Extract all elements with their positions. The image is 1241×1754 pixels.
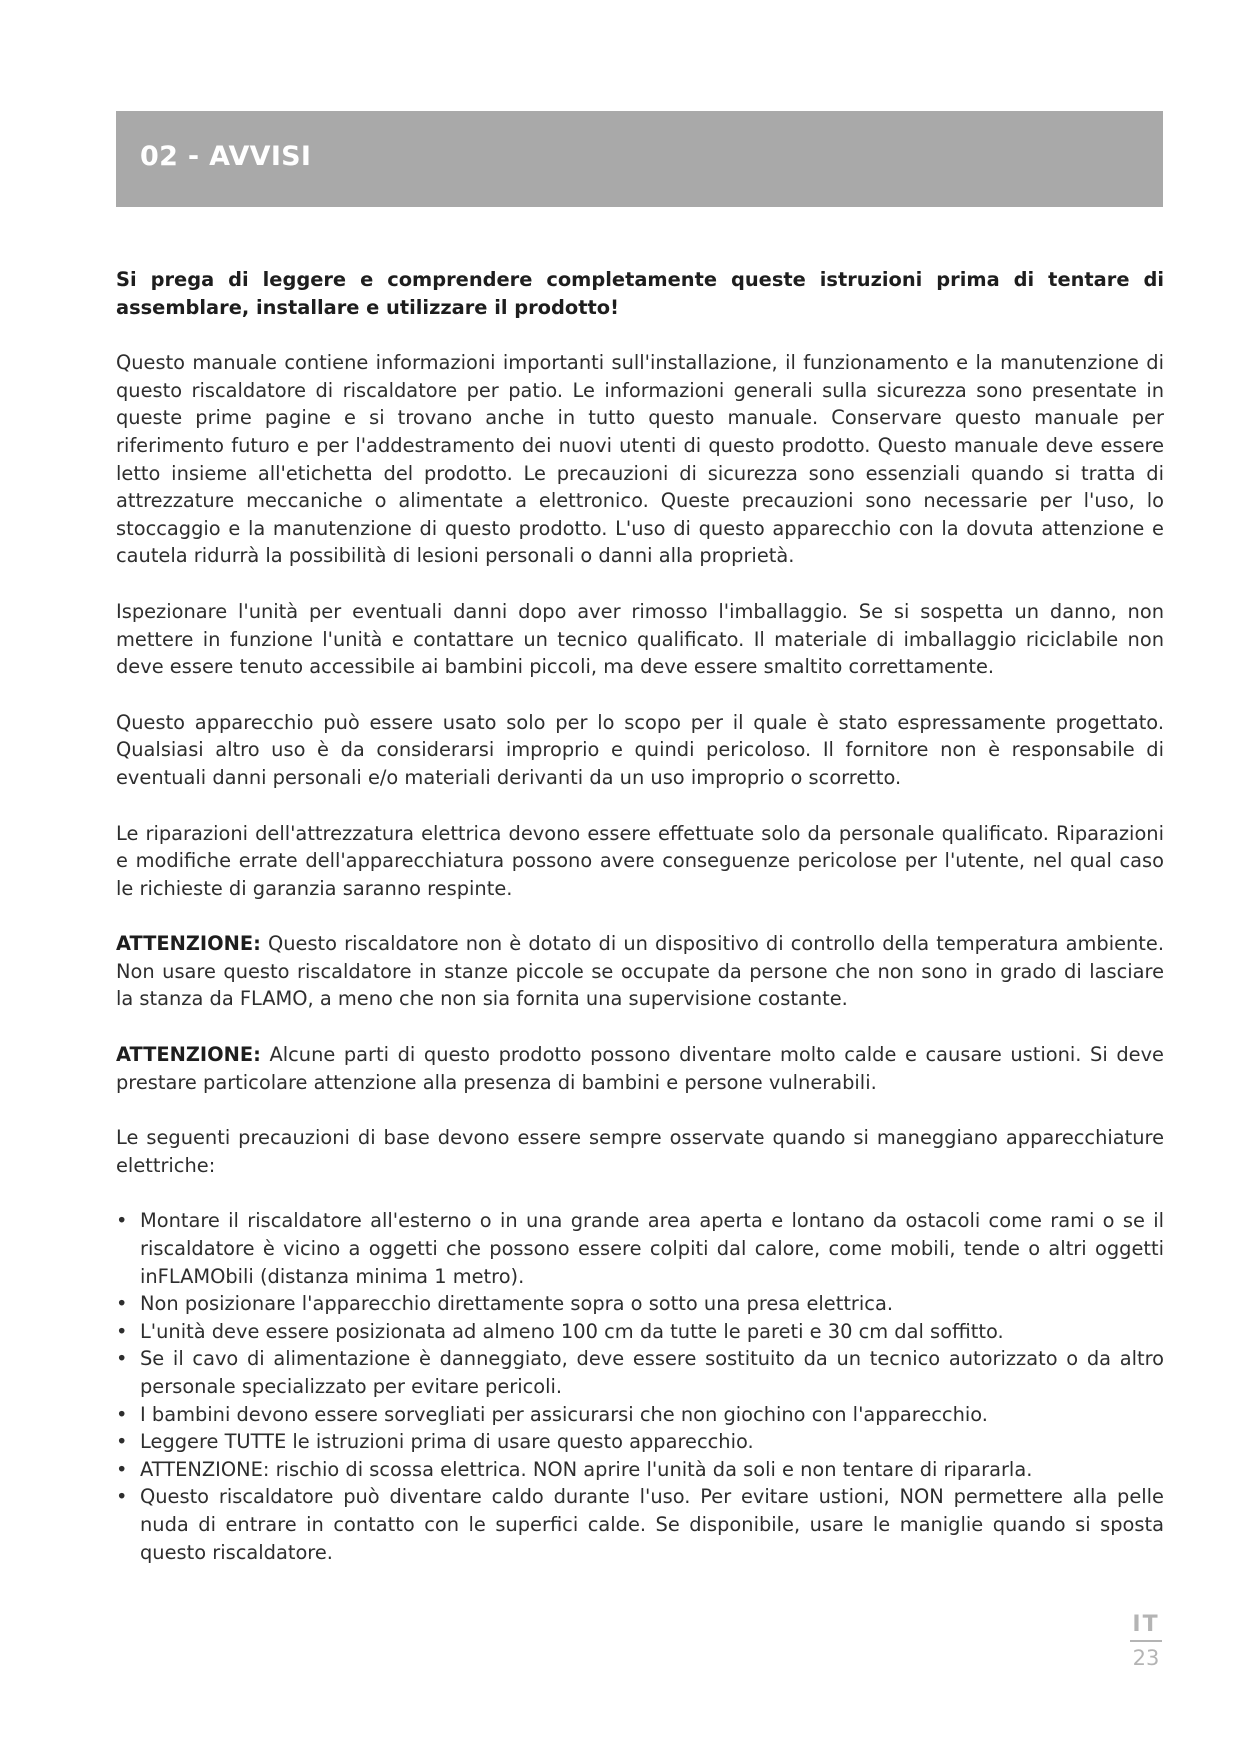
body-paragraph: Questo manuale contiene informazioni importanti sull'installazione, il funzionamento e la manutenzione di questo riscaldatore di riscaldatore per patio. Le informazioni generali sulla sicurezza sono presentate in queste prime pagine e si trovano anche in tutto questo manuale. Conservare questo manuale per riferimento futuro e per l'addestramento dei nuovi utenti di questo prodotto. Questo manuale deve essere letto insieme all'etichetta del prodotto. Le precauzioni di sicurezza sono essenziali quando si tratta di attrezzature meccaniche o alimentate a elettronico. Queste precauzioni sono necessarie per l'uso, lo stoccaggio e la manutenzione di questo prodotto. L'uso di questo apparecchio con la dovuta attenzione e cautela ridurrà la possibilità di lesioni personali o danni alla proprietà. [116, 351, 1164, 568]
list-item [116, 1401, 1164, 1429]
section-title: 02 - AVVISI [140, 141, 312, 172]
warning-paragraph [116, 930, 1164, 1013]
warning-label: ATTENZIONE: [116, 932, 261, 956]
list-item-text: Se il cavo di alimentazione è danneggiato, deve essere sostituito da un tecnico autorizzato o da altro personale specializzato per evitare pericoli. [140, 1347, 1164, 1398]
page-number: 23 [1132, 1646, 1160, 1670]
list-item [116, 1290, 1164, 1318]
bullet-icon: • [116, 1209, 128, 1233]
list-item [116, 1428, 1164, 1456]
list-item-text: I bambini devono essere sorvegliati per assicurarsi che non giochino con l'apparecchio. [140, 1402, 988, 1426]
warning-text: Alcune parti di questo prodotto possono diventare molto calde e causare ustioni. Si deve prestare particolare attenzione alla presenza di bambini e persone vulnerabili. [116, 1043, 1164, 1094]
list-item-text: Non posizionare l'apparecchio direttamente sopra o sotto una presa elettrica. [140, 1292, 893, 1316]
body-paragraph: Ispezionare l'unità per eventuali danni dopo aver rimosso l'imballaggio. Se si sospetta un danno, non mettere in funzione l'unità e contattare un tecnico qualificato. Il materiale di imballaggio riciclabile non deve essere tenuto accessibile ai bambini piccoli, ma deve essere smaltito correttamente. [116, 599, 1164, 679]
list-item [116, 1345, 1164, 1400]
body-paragraph: Le riparazioni dell'attrezzatura elettrica devono essere effettuate solo da personale qualificato. Riparazioni e modifiche errate dell'apparecchiatura possono avere conseguenze pericolose per l'utente, nel qual caso le richieste di garanzia saranno respinte. [116, 821, 1164, 900]
list-item-text: Montare il riscaldatore all'esterno o in una grande area aperta e lontano da ostacoli come rami o se il riscaldatore è vicino a oggetti che possono essere colpiti dal calore, come mobili, tende o altri oggetti inFLAMObili (distanza minima 1 metro). [140, 1209, 1164, 1288]
list-item [116, 1456, 1164, 1484]
intro-paragraph: Si prega di leggere e comprendere completamente queste istruzioni prima di tentare di assemblare, installare e utilizzare il prodotto! [116, 268, 1164, 319]
bullet-icon: • [116, 1292, 128, 1316]
warning-paragraph [116, 1041, 1164, 1096]
document-body [116, 266, 1164, 1566]
list-item-text: Questo riscaldatore può diventare caldo durante l'uso. Per evitare ustioni, NON permettere alla pelle nuda di entrare in contatto con le superfici calde. Se disponibile, usare le maniglie quando si sposta questo riscaldatore. [140, 1485, 1164, 1564]
warning-label: ATTENZIONE: [116, 1043, 261, 1067]
language-code: IT [1132, 1612, 1160, 1637]
list-item-text: Leggere TUTTE le istruzioni prima di usare questo apparecchio. [140, 1430, 754, 1454]
list-item-text: ATTENZIONE: rischio di scossa elettrica. NON aprire l'unità da soli e non tentare di ripararla. [140, 1457, 1033, 1481]
bullet-icon: • [116, 1347, 128, 1371]
list-item [116, 1483, 1164, 1566]
bullet-icon: • [116, 1485, 128, 1509]
bullet-icon: • [116, 1430, 128, 1454]
bullet-icon: • [116, 1402, 128, 1426]
section-header [116, 111, 1163, 207]
list-item-text: L'unità deve essere posizionata ad almeno 100 cm da tutte le pareti e 30 cm dal soffitto. [140, 1319, 1004, 1343]
precautions-list [116, 1207, 1164, 1566]
precautions-intro: Le seguenti precauzioni di base devono essere sempre osservate quando si maneggiano apparecchiature elettriche: [116, 1126, 1164, 1177]
bullet-icon: • [116, 1319, 128, 1343]
list-item [116, 1207, 1164, 1290]
body-paragraph: Questo apparecchio può essere usato solo per lo scopo per il quale è stato espressamente progettato. Qualsiasi altro uso è da considerarsi improprio e quindi pericoloso. Il fornitore non è responsabile di eventuali danni personali e/o materiali derivanti da un uso improprio o scorretto. [116, 710, 1164, 789]
page-footer [1128, 1612, 1164, 1670]
bullet-icon: • [116, 1457, 128, 1481]
list-item [116, 1318, 1164, 1346]
footer-divider [1130, 1640, 1162, 1642]
warning-text: Questo riscaldatore non è dotato di un dispositivo di controllo della temperatura ambiente. Non usare questo riscaldatore in stanze piccole se occupate da persone che non sono in grado di lasciare la stanza da FLAMO, a meno che non sia fornita una supervisione costante. [116, 932, 1164, 1011]
